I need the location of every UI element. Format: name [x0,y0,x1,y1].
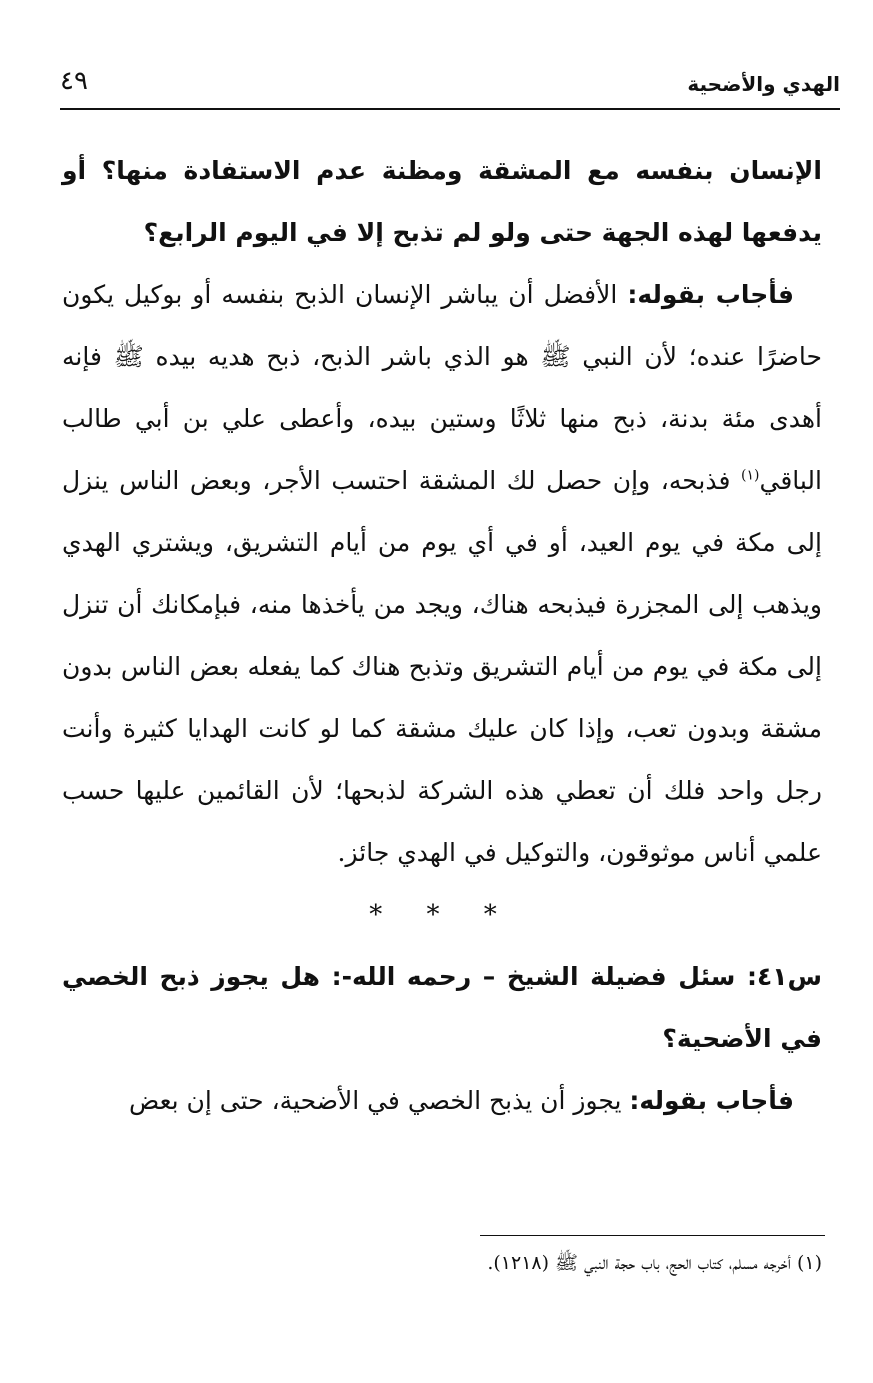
answer-text-part-2: فذبحه، وإن حصل لك المشقة احتسب الأجر، وبعض الناس ينزل إلى مكة في يوم العيد، أو في أي يوم من أيام التشريق، ويشتري الهدي ويذهب إلى المجزرة فيذبحه هناك، ويجد من يأخذها منه، فبإمكانك أن تنزل إلى مكة في يوم من أيام التشريق وتذبح هناك كما يفعله بعض الناس بدون مشقة وبدون تعب، وإذا كان عليك مشقة كما لو كانت الهدايا كثيرة وأنت رجل واحد فلك أن تعطي هذه الشركة لذبحها؛ لأن القائمين عليها حسب علمي أناس موثوقون، والتوكيل في الهدي جائز. [62,466,822,867]
answer-paragraph-1 [62,264,822,884]
answer-text: يجوز أن يذبح الخصي في الأضحية، حتى إن بعض [128,1086,630,1115]
answer-lead: فأجاب بقوله: [629,1086,794,1115]
footnote: (١) أخرجه مسلم، كتاب الحج، باب حجة النبي ﷺ (١٢١٨). [487,1252,822,1274]
header-divider [60,108,840,110]
question-continuation: الإنسان بنفسه مع المشقة ومظنة عدم الاستفادة منها؟ أو يدفعها لهذه الجهة حتى ولو لم تذبح إلا في اليوم الرابع؟ [62,156,822,247]
footnote-divider [480,1235,825,1236]
answer-text-part-1: الأفضل أن يباشر الإنسان الذبح بنفسه أو بوكيل يكون حاضرًا عنده؛ لأن النبي ﷺ هو الذي باشر الذبح، ذبح هديه بيده ﷺ فإنه أهدى مئة بدنة، ذبح منها ثلاثًا وستين بيده، وأعطى علي بن أبي طالب الباقي [62,280,822,495]
running-title: الهدي والأضحية [687,72,840,96]
section-separator: * * * [369,900,515,930]
answer-lead: فأجاب بقوله: [627,280,795,309]
page-number: ٤٩ [60,66,88,96]
page-header [60,62,840,108]
main-text [62,140,822,1132]
question-41: س٤١: سئل فضيلة الشيخ – رحمه الله-: هل يجوز ذبح الخصي في الأضحية؟ [62,962,822,1053]
footnote-reference[interactable]: (١) [741,467,760,484]
answer-paragraph-2 [62,1070,822,1132]
